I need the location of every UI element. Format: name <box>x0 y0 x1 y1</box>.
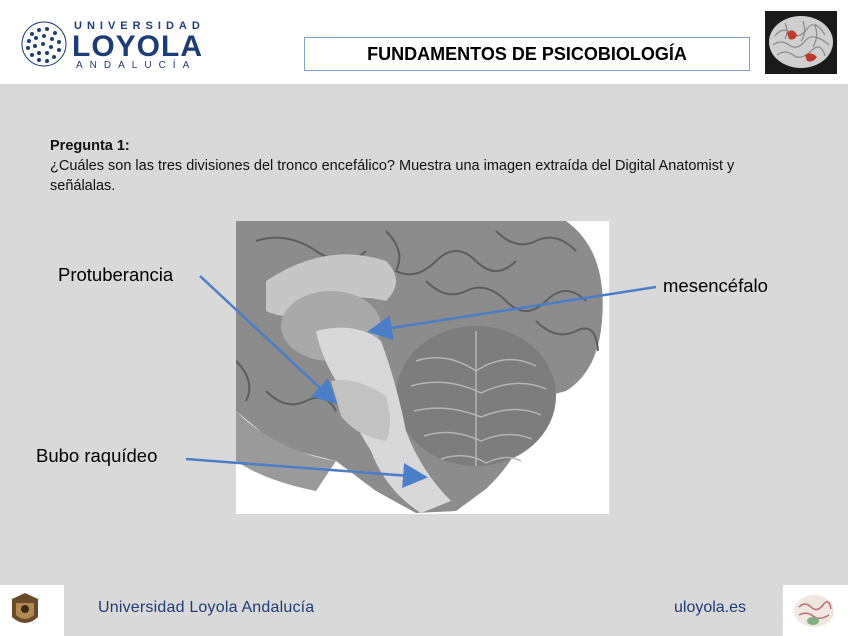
brain-thumbnail-image <box>765 11 837 74</box>
brain-sagittal-image <box>236 221 609 514</box>
header <box>0 0 848 84</box>
label-protuberancia: Protuberancia <box>58 264 174 285</box>
logo-bottom-text: ANDALUCÍA <box>76 60 197 71</box>
footer-university-name: Universidad Loyola Andalucía <box>98 599 315 616</box>
page-title: FUNDAMENTOS DE PSICOBIOLOGÍA <box>304 37 750 71</box>
question-text: ¿Cuáles son las tres divisiones del tronco encefálico? Muestra una imagen extraída del Digital Anatomist y señálalas. <box>50 158 735 194</box>
globe-dots-icon <box>20 20 68 68</box>
logo-main-text: LOYOLA <box>72 30 203 63</box>
brain-icon <box>791 591 837 631</box>
brainstem-photo <box>236 221 609 514</box>
question-title: Pregunta 1: <box>50 138 130 154</box>
university-logo[interactable] <box>20 18 205 74</box>
label-mesencefalo: mesencéfalo <box>663 275 768 296</box>
crest-icon <box>6 591 44 631</box>
footer-website-link[interactable]: uloyola.es <box>674 599 747 616</box>
label-bulbo-raquideo: Bubo raquídeo <box>36 445 158 466</box>
question-block <box>50 136 750 196</box>
logo-top-text: UNIVERSIDAD <box>74 20 205 32</box>
